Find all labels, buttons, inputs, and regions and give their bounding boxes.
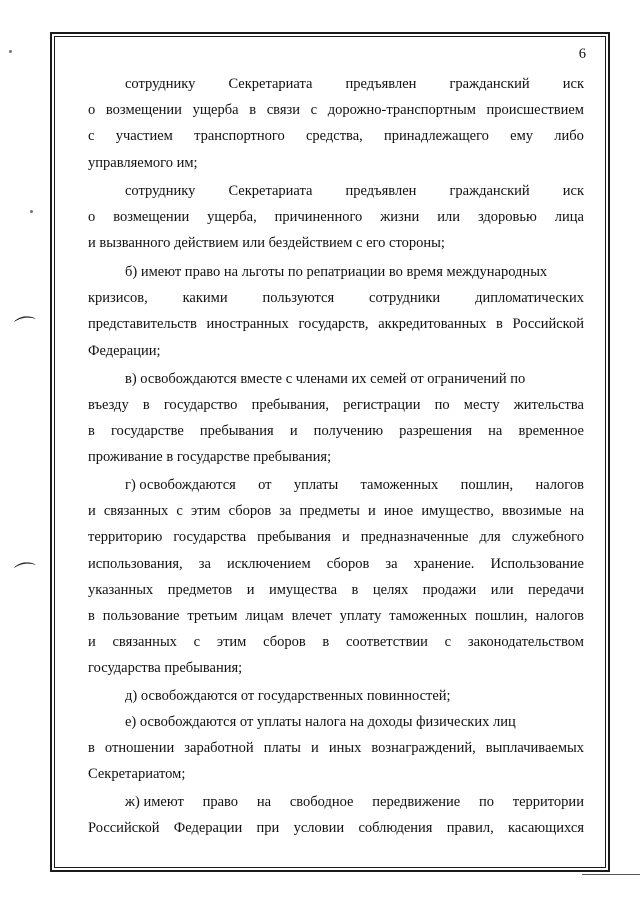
text-line: Российской Федерации при условии соблюдения правил, касающихся — [88, 820, 584, 836]
word: соответствии — [346, 634, 428, 650]
word: либо — [554, 128, 584, 144]
word: жизни — [380, 209, 420, 225]
text-line: Секретариатом; — [88, 766, 186, 782]
word: ущерба — [192, 102, 239, 118]
word: кризисов, — [88, 290, 148, 306]
word: происшествием — [486, 102, 584, 118]
word: уплаты — [293, 477, 339, 493]
scan-speck — [30, 210, 33, 213]
word: какими — [182, 290, 228, 306]
word: сотруднику — [125, 76, 196, 92]
word: сотруднику — [125, 183, 196, 199]
word: возмещении — [113, 209, 190, 225]
text-line: в отношении заработной платы и иных вознаграждений, выплачиваемых — [88, 740, 584, 756]
word: предъявлен — [345, 183, 417, 199]
word: о — [88, 209, 96, 225]
word: с — [310, 102, 318, 118]
word: таможенных — [360, 477, 439, 493]
text-line — [88, 288, 584, 308]
word: или — [437, 209, 460, 225]
text-line: использования, за исключением сборов за хранение. Использование — [88, 556, 584, 572]
text-line: проживание в государстве пребывания; — [88, 449, 332, 465]
word: г) освобождаются — [125, 477, 236, 493]
word: транспортного — [194, 128, 285, 144]
word: передвижение — [372, 794, 461, 810]
text-line: указанных предметов и имущества в целях продажи или передачи — [88, 582, 584, 598]
word: на — [256, 794, 272, 810]
text-line: д) освобождаются от государственных повинностей; — [125, 688, 451, 704]
word: дипломатических — [475, 290, 584, 306]
text-line: управляемого им; — [88, 155, 198, 171]
word: ж) имеют — [125, 794, 184, 810]
text-line: въезду в государство пребывания, регистрации по месту жительства — [88, 397, 584, 413]
text-line: б) имеют право на льготы по репатриации во время международных — [125, 264, 548, 280]
word: с — [444, 634, 452, 650]
word: о — [88, 102, 96, 118]
word: Секретариата — [228, 183, 313, 199]
text-line — [88, 792, 584, 812]
hole-punch-mark: ⌒ — [13, 560, 39, 589]
text-line — [88, 632, 584, 652]
word: этим — [216, 634, 247, 650]
word: иск — [562, 183, 584, 199]
text-line: в) освобождаются вместе с членами их семей от ограничений по — [125, 371, 526, 387]
word: законодательством — [467, 634, 584, 650]
word: Секретариата — [228, 76, 313, 92]
word: связи — [266, 102, 300, 118]
text-line — [88, 207, 584, 227]
word: по — [478, 794, 494, 810]
word: ущерба, — [207, 209, 257, 225]
word: сборов — [263, 634, 306, 650]
word: налогов — [535, 477, 584, 493]
scan-speck — [9, 50, 12, 53]
word: средства, — [305, 128, 363, 144]
word: гражданский — [449, 183, 530, 199]
word: в — [249, 102, 257, 118]
text-line: и связанных с этим сборов за предметы и иное имущество, ввозимые на — [88, 503, 584, 519]
word: возмещении — [105, 102, 182, 118]
word: пошлин, — [460, 477, 514, 493]
text-line — [88, 126, 584, 146]
word: с — [88, 128, 95, 144]
page-number: 6 — [578, 46, 586, 62]
word: и — [88, 634, 96, 650]
word: участием — [115, 128, 173, 144]
word: связанных — [112, 634, 177, 650]
word: дорожно-транспортным — [327, 102, 476, 118]
word: пользуются — [262, 290, 335, 306]
word: право — [202, 794, 239, 810]
text-line: в государстве пребывания и получению разрешения на временное — [88, 423, 584, 439]
word: от — [258, 477, 272, 493]
text-line — [88, 181, 584, 201]
word: в — [322, 634, 330, 650]
word: причиненного — [274, 209, 363, 225]
text-line — [88, 475, 584, 495]
text-line: в пользование третьим лицам влечет уплату таможенных пошлин, налогов — [88, 608, 584, 624]
word: гражданский — [449, 76, 530, 92]
text-line: Федерации; — [88, 343, 161, 359]
word: принадлежащего — [384, 128, 489, 144]
text-line: и вызванного действием или бездействием с его стороны; — [88, 235, 445, 251]
text-line: государства пребывания; — [88, 660, 243, 676]
text-line: е) освобождаются от уплаты налога на доходы физических лиц — [125, 714, 516, 730]
word: ему — [510, 128, 534, 144]
word: территории — [512, 794, 584, 810]
word: предъявлен — [345, 76, 417, 92]
scan-edge-line — [582, 874, 640, 875]
word: здоровью — [477, 209, 537, 225]
word: сотрудники — [369, 290, 441, 306]
text-line — [88, 100, 584, 120]
word: свободное — [289, 794, 354, 810]
hole-punch-mark: ⌒ — [13, 314, 39, 343]
text-line: представительств иностранных государств, аккредитованных в Российской — [88, 316, 584, 332]
text-line — [88, 74, 584, 94]
word: лица — [554, 209, 584, 225]
word: иск — [562, 76, 584, 92]
text-line: территорию государства пребывания и предназначенные для служебного — [88, 529, 584, 545]
word: с — [193, 634, 201, 650]
